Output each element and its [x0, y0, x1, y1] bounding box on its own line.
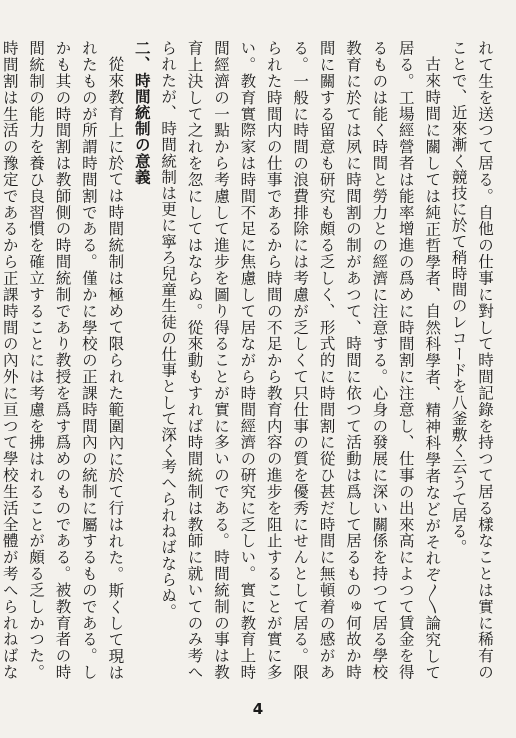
page-number: 4 [252, 700, 264, 718]
vertical-text-body [0, 40, 498, 680]
section-heading: 二、時間統制の意義 [132, 40, 152, 185]
paragraph-continuation: れて生を送つて居る。自他の仕事に對して時間記錄を持つて居る樣なことは實に稀有のことで、近來漸く競技に於て稍時間のレコードを八釜敷く云うて居る。 [449, 40, 494, 680]
section-body-paragraph: 從來教育上に於ては時間統制は極めて限られた範圍內に於て行はれた。斯くして現はれたものが所謂時間割である。僅かに學校の正課時間內の統制に屬するものである。しかも其の時間割は教師側の時間統制であり教授を爲す爲めのものである。被教育者の時間統制の能力を養ひ良習慣を確立することには考慮を拂はれることが頗る乏しかつた。時間割は生活の豫定であるから正課時間の內外に亘つて學校生活全體が考へられねばな [0, 40, 125, 680]
paragraph-time-history: 古來時間に關しては純正哲學者、自然科學者、精神科學者などがそれぞ〱論究して居る。工場經營者は能率增進の爲めに時間割に注意し、仕事の出來高によつて賃金を得るものは能く時間と勞力との經濟に注意する。心身の發展に深い關係を持つて居る學校教育に於ては夙に時間割の制があつて、時間に依つて活動は爲して居るものゅ何故か時間に關する留意も研究も頗る乏しく、形式的に時間割に從ひ甚だ時間に無頓着の感がある。一般に時間の浪費排除には考慮が乏しくて只仕事の質を優秀にせんとして居る。限られた時間内の仕事であるから時間の不足から教育内容の進步を阻止することが實に多い。教育實際家は時間不足に焦慮して居ながら時間經濟の硏究に乏しい。實に教育上時間經濟の一點から考慮して進步を圖り得ることが實に多いのである。時間統制の事は教育上決して之れを忽にしてはならぬ。從來動もすれば時間統制は教師に就いてのみ考へられたが、時間統制は更に寧ろ兒童生徒の仕事として深く考へられねばならぬ。 [159, 40, 442, 680]
